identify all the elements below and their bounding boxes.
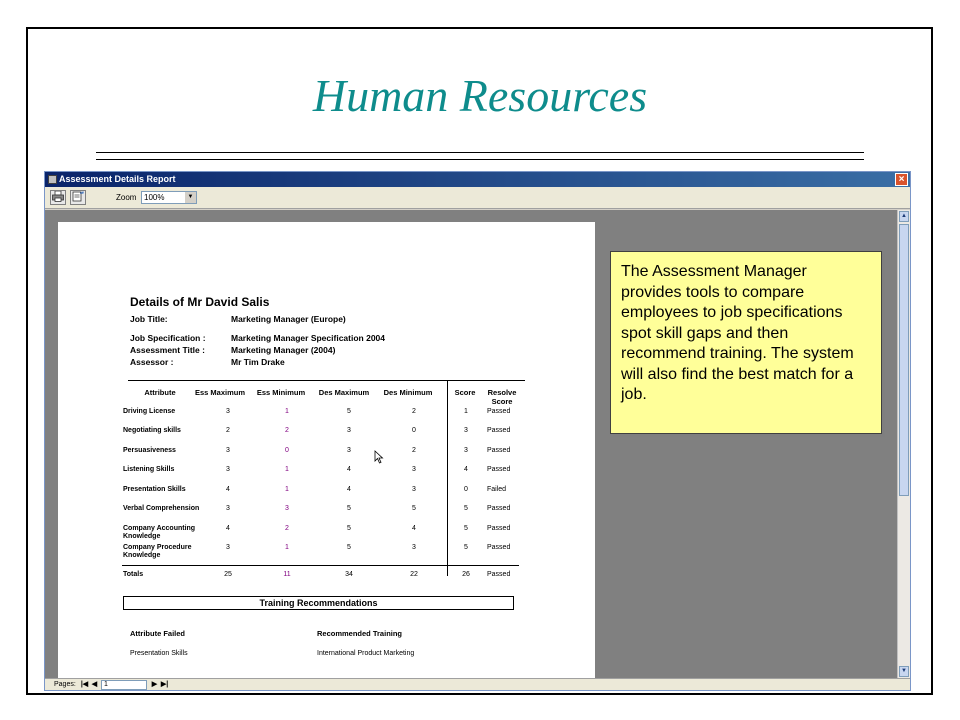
cell-ess-min: 3	[285, 505, 289, 512]
table-row	[58, 466, 595, 486]
cell-result: Passed	[487, 427, 511, 434]
training-course: International Product Marketing	[317, 650, 415, 657]
cell-ess-max: 2	[226, 427, 230, 434]
chevron-down-icon[interactable]: ▼	[185, 192, 196, 203]
attribute-name: Verbal Comprehension	[123, 505, 200, 512]
cell-score: 3	[464, 427, 468, 434]
cell-des-max: 5	[347, 505, 351, 512]
print-button[interactable]	[50, 190, 66, 205]
cell-ess-min: 1	[285, 486, 289, 493]
toolbar	[45, 187, 910, 209]
zoom-select[interactable]	[141, 191, 197, 204]
cell-ess-min: 2	[285, 427, 289, 434]
training-title: Training Recommendations	[123, 596, 514, 610]
scroll-up-icon[interactable]: ▲	[899, 211, 909, 222]
cell-des-min: 4	[412, 525, 416, 532]
table-header-rule	[128, 380, 525, 381]
scroll-down-icon[interactable]: ▼	[899, 666, 909, 677]
mouse-cursor-icon	[374, 450, 384, 464]
cell-ess-min: 2	[285, 525, 289, 532]
prev-page-icon[interactable]: ◀	[91, 681, 98, 688]
attribute-name: Presentation Skills	[123, 486, 186, 493]
attribute-name: Listening Skills	[123, 466, 175, 473]
cell-score: 5	[464, 544, 468, 551]
cell-des-min: 3	[412, 486, 416, 493]
cell-score: 5	[464, 505, 468, 512]
cell-des-max: 4	[347, 466, 351, 473]
cell-ess-max: 3	[226, 466, 230, 473]
title-rule-bottom	[96, 159, 864, 160]
status-bar	[45, 678, 910, 691]
export-button[interactable]	[70, 190, 86, 205]
cell-ess-max: 3	[226, 544, 230, 551]
attribute-name: Company Procedure Knowledge	[123, 544, 192, 559]
cell-result: Passed	[487, 505, 511, 512]
cell-des-min: 5	[412, 505, 416, 512]
table-row	[58, 525, 595, 545]
cell-des-min: 3	[412, 466, 416, 473]
total-ess-max: 25	[224, 571, 232, 578]
zoom-value: 100%	[144, 193, 165, 202]
field-label: Job Title:	[130, 314, 168, 324]
table-row	[58, 544, 595, 564]
column-header: Resolve Score	[487, 388, 517, 406]
cell-ess-min: 1	[285, 544, 289, 551]
cell-des-max: 5	[347, 408, 351, 415]
cell-result: Passed	[487, 408, 511, 415]
column-header: Des Minimum	[383, 388, 433, 397]
totals-label: Totals	[123, 571, 144, 578]
training-attribute: Presentation Skills	[130, 650, 188, 657]
cell-des-min: 2	[412, 447, 416, 454]
report-page	[58, 222, 595, 678]
attribute-name: Negotiating skills	[123, 427, 181, 434]
total-result: Passed	[487, 571, 511, 578]
table-row	[58, 447, 595, 467]
zoom-label: Zoom	[116, 193, 137, 202]
cell-score: 5	[464, 525, 468, 532]
window-titlebar[interactable]	[45, 172, 910, 187]
field-label: Assessment Title :	[130, 345, 205, 355]
training-col-failed: Attribute Failed	[130, 629, 186, 638]
cell-score: 3	[464, 447, 468, 454]
cell-result: Failed	[487, 486, 507, 493]
cell-result: Passed	[487, 447, 511, 454]
scroll-thumb[interactable]	[899, 224, 909, 496]
cell-ess-min: 1	[285, 408, 289, 415]
close-button[interactable]: ×	[895, 173, 908, 186]
field-label: Job Specification :	[130, 333, 206, 343]
report-heading: Details of Mr David Salis	[130, 295, 270, 309]
table-row	[58, 486, 595, 506]
table-row	[58, 505, 595, 525]
cell-ess-min: 0	[285, 447, 289, 454]
column-header: Ess Minimum	[256, 388, 306, 397]
callout-note: The Assessment Manager provides tools to compare employees to job specifications spot skill gaps and then recommend training. The system will also find the best match for a job.	[610, 251, 882, 434]
cell-des-max: 5	[347, 525, 351, 532]
title-rule-top	[96, 152, 864, 153]
cell-ess-max: 3	[226, 447, 230, 454]
cell-des-min: 2	[412, 408, 416, 415]
cell-result: Passed	[487, 525, 511, 532]
cell-ess-min: 1	[285, 466, 289, 473]
attribute-name: Driving License	[123, 408, 176, 415]
cell-ess-max: 4	[226, 486, 230, 493]
cell-result: Passed	[487, 466, 511, 473]
cell-score: 0	[464, 486, 468, 493]
field-label: Assessor :	[130, 357, 174, 367]
table-row	[58, 408, 595, 428]
field-value: Mr Tim Drake	[231, 357, 285, 367]
cell-des-min: 3	[412, 544, 416, 551]
field-value: Marketing Manager Specification 2004	[231, 333, 385, 343]
cell-score: 1	[464, 408, 468, 415]
printer-icon	[52, 191, 64, 202]
total-des-max: 34	[345, 571, 353, 578]
cell-ess-max: 3	[226, 408, 230, 415]
total-des-min: 22	[410, 571, 418, 578]
next-page-icon[interactable]: ▶	[151, 681, 158, 688]
cell-des-max: 3	[347, 427, 351, 434]
cell-des-min: 0	[412, 427, 416, 434]
vertical-scrollbar[interactable]	[897, 210, 910, 678]
cell-des-max: 4	[347, 486, 351, 493]
cell-score: 4	[464, 466, 468, 473]
cell-ess-max: 4	[226, 525, 230, 532]
training-col-recommended: Recommended Training	[317, 629, 403, 638]
cell-result: Passed	[487, 544, 511, 551]
app-icon	[48, 175, 57, 184]
last-page-icon[interactable]: ▶|	[160, 681, 169, 688]
field-value: Marketing Manager (2004)	[231, 345, 336, 355]
cell-des-max: 3	[347, 447, 351, 454]
slide-title: Human Resources	[312, 70, 648, 121]
totals-rule	[122, 565, 519, 566]
window-title: Assessment Details Report	[59, 174, 176, 184]
column-header: Des Maximum	[318, 388, 370, 397]
column-header: Score	[454, 388, 476, 397]
first-page-icon[interactable]: |◀	[80, 681, 89, 688]
attribute-name: Company Accounting Knowledge	[123, 525, 196, 540]
field-value: Marketing Manager (Europe)	[231, 314, 346, 324]
cell-ess-max: 3	[226, 505, 230, 512]
table-row	[58, 427, 595, 447]
totals-row	[58, 571, 595, 591]
total-score: 26	[462, 571, 470, 578]
cell-des-max: 5	[347, 544, 351, 551]
page-number-input[interactable]: 1	[101, 680, 147, 690]
total-ess-min: 11	[283, 571, 291, 578]
column-header: Attribute	[144, 388, 176, 397]
export-icon	[72, 191, 84, 202]
attribute-name: Persuasiveness	[123, 447, 176, 454]
column-header: Ess Maximum	[194, 388, 246, 397]
pages-label: Pages:	[54, 681, 76, 688]
